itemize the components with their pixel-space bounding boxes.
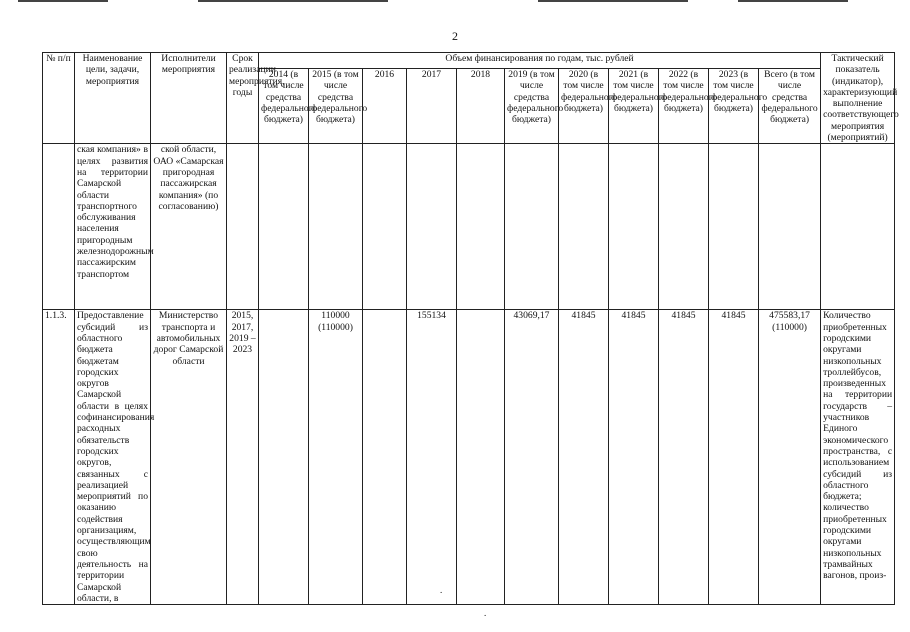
row-value-2020 <box>559 144 609 310</box>
row-num <box>43 144 75 310</box>
row-value-2023 <box>709 144 759 310</box>
header-year-2021: 2021 (в том числе федерального бюджета) <box>609 69 659 144</box>
row-value-2020: 41845 <box>559 310 609 605</box>
header-year-2020: 2020 (в том числе федерального бюджета) <box>559 69 609 144</box>
header-year-2018: 2018 <box>457 69 505 144</box>
funding-table <box>42 52 899 605</box>
row-executors: ской области, ОАО «Самарская пригородная пассажирская компания» (по согласованию) <box>151 144 227 310</box>
row-value-2014 <box>259 310 309 605</box>
row-executors: Министерство транспорта и автомобильных дорог Самарской области <box>151 310 227 605</box>
row-value-2019: 43069,17 <box>505 310 559 605</box>
header-total: Всего (в том числе средства федерального бюджета) <box>759 69 821 144</box>
row-indicator: Количество приобретенных городскими округами низкопольных троллейбусов, произведенных на территории государств – участников Единого экономического пространства, с использованием субсидий из областного бюджета; количество приобретенных городскими округами низкопольных трамвайных вагонов, произ- <box>821 310 895 605</box>
header-year-2015: 2015 (в том числе средства федерального бюджета) <box>309 69 363 144</box>
page-number: 2 <box>452 29 458 43</box>
row-value-2017 <box>407 144 457 310</box>
header-year-2023: 2023 (в том числе федерального бюджета) <box>709 69 759 144</box>
scan-edge-line <box>18 0 845 2</box>
row-value-2014 <box>259 144 309 310</box>
row-value-total <box>759 144 821 310</box>
header-executors: Исполнители мероприятия <box>151 53 227 144</box>
row-value-total: 475583,17 (110000) <box>759 310 821 605</box>
row-value-2022 <box>659 144 709 310</box>
row-value-2023: 41845 <box>709 310 759 605</box>
row-value-2022: 41845 <box>659 310 709 605</box>
row-name: ская компания» в целях развития на территории Самарской области транспортного обслуживания населения пригородным железнодорожным пассажирским транспортом <box>75 144 151 310</box>
row-value-2015 <box>309 144 363 310</box>
scan-speck: . <box>484 608 487 618</box>
header-year-2019: 2019 (в том числе средства федерального бюджета) <box>505 69 559 144</box>
row-value-2016 <box>363 144 407 310</box>
header-num: № п/п <box>43 53 75 144</box>
scan-speck: . <box>440 585 443 595</box>
row-num: 1.1.3. <box>43 310 75 605</box>
table-row <box>43 310 895 605</box>
header-year-2014: 2014 (в том числе средства федерального бюджета) <box>259 69 309 144</box>
row-value-2018 <box>457 310 505 605</box>
row-value-2016 <box>363 310 407 605</box>
row-value-2019 <box>505 144 559 310</box>
row-term: 2015, 2017, 2019 – 2023 <box>227 310 259 605</box>
row-term <box>227 144 259 310</box>
header-indicator: Тактический показатель (индикатор), характеризующий выполнение соответствующего мероприятия (мероприятий) <box>821 53 895 144</box>
row-value-2017: 155134 <box>407 310 457 605</box>
header-name: Наименование цели, задачи, мероприятия <box>75 53 151 144</box>
row-value-2021: 41845 <box>609 310 659 605</box>
row-name: Предоставление субсидий из областного бюджета бюджетам городских округов Самарской области в целях софинансирования расходных обязательств городских округов, связанных с реализацией мероприятий по оказанию содействия организациям, осуществляющим свою деятельность на территории Самарской области, в <box>75 310 151 605</box>
header-funding: Объем финансирования по годам, тыс. рублей <box>259 53 821 69</box>
row-value-2018 <box>457 144 505 310</box>
header-term: Срок реализации мероприятия, годы <box>227 53 259 144</box>
header-year-2017: 2017 <box>407 69 457 144</box>
table-row <box>43 144 895 310</box>
row-value-2021 <box>609 144 659 310</box>
row-indicator <box>821 144 895 310</box>
header-year-2022: 2022 (в том числе федерального бюджета) <box>659 69 709 144</box>
header-year-2016: 2016 <box>363 69 407 144</box>
row-value-2015: 110000 (110000) <box>309 310 363 605</box>
